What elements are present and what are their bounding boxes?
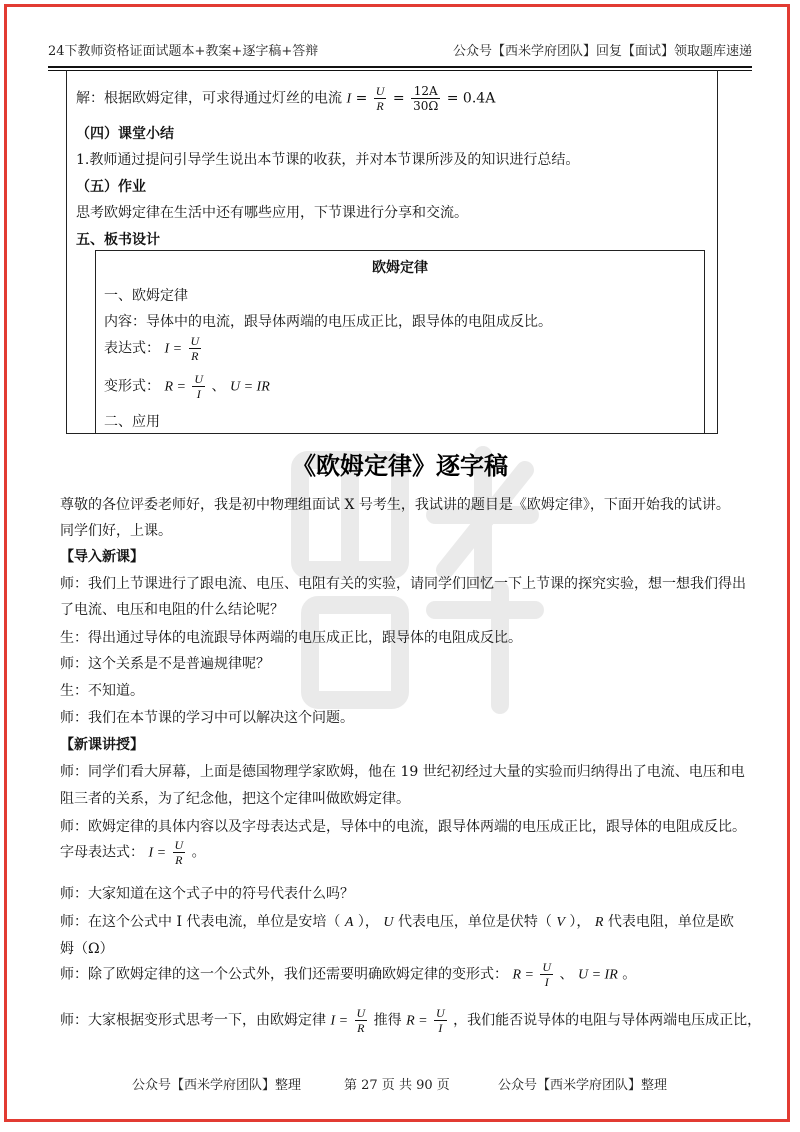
section-homework-title: （五）作业 (76, 179, 146, 195)
header-left: 24下教师资格证面试题本+教案+逐字稿+答辩 (48, 44, 319, 59)
script-p13: 师：除了欧姆定律的这一个公式外，我们还需要明确欧姆定律的变形式： R = $\frac{U}{I}$ 、 U = IR 。 (60, 960, 637, 989)
heading-new-lesson: 【新课讲授】 (60, 737, 144, 753)
header-rule (48, 66, 752, 68)
section-board-title: 五、板书设计 (76, 232, 160, 248)
script-p9: 师：欧姆定律的具体内容以及字母表达式是，导体中的电流，跟导体两端的电压成正比，跟导体的电阻成反比。 (60, 819, 746, 835)
solution-line: 解：根据欧姆定律，可求得通过灯丝的电流 I = $\frac{U}{R}$ = $\frac{12A}{30\Omega}$ = 0.4A (76, 84, 496, 113)
script-p12-line2: 姆（Ω） (60, 941, 114, 957)
script-p14: 师：大家根据变形式思考一下，由欧姆定律 I = $\frac{U}{R}$ 推得 R = $\frac{U}{I}$ ，我们能否说导体的电阻与导体两端电压成正比， (60, 1006, 762, 1035)
script-p11: 师：大家知道在这个式子中的符号代表什么吗？ (60, 886, 354, 902)
script-p2: 同学们好，上课。 (60, 523, 172, 539)
script-p8b: 阻三者的关系，为了纪念他，把这个定律叫做欧姆定律。 (60, 791, 410, 807)
script-title: 《欧姆定律》逐字稿 (292, 452, 508, 480)
section-summary-title: （四）课堂小结 (76, 126, 174, 142)
script-p1: 尊敬的各位评委老师好，我是初中物理组面试 X 号考生，我试讲的题目是《欧姆定律》，下面开始我的试讲。 (60, 497, 730, 513)
board-title: 欧姆定律 (372, 260, 428, 276)
script-p5: 师：这个关系是不是普遍规律呢？ (60, 656, 270, 672)
board-item-1: 一、欧姆定律 (104, 288, 188, 304)
script-p12-line1: 师：在这个公式中 I 代表电流，单位是安培（ A ）， U 代表电压，单位是伏特（ V ）， R 代表电阻，单位是欧 (60, 914, 734, 930)
board-variant: 变形式： R = $\frac{U}{I}$ 、 U = IR (104, 372, 270, 401)
footer-right: 公众号【西米学府团队】整理 (498, 1078, 668, 1093)
footer-left: 公众号【西米学府团队】整理 (132, 1078, 302, 1093)
script-p10: 字母表达式： I = $\frac{U}{R}$ 。 (60, 838, 206, 867)
script-p8a: 师：同学们看大屏幕，上面是德国物理学家欧姆，他在 19 世纪初经过大量的实验而归纳得出了电流、电压和电 (60, 764, 745, 780)
script-p3b: 了电流、电压和电阻的什么结论呢？ (60, 602, 284, 618)
summary-text: 1.教师通过提问引导学生说出本节课的收获，并对本节课所涉及的知识进行总结。 (76, 152, 580, 168)
board-content: 内容：导体中的电流，跟导体两端的电压成正比，跟导体的电阻成反比。 (104, 314, 552, 330)
footer-page-number: 第 27 页 共 90 页 (344, 1078, 450, 1093)
script-p3a: 师：我们上节课进行了跟电流、电压、电阻有关的实验，请同学们回忆一下上节课的探究实验，想一想我们得出 (60, 576, 746, 592)
script-p7: 师：我们在本节课的学习中可以解决这个问题。 (60, 710, 354, 726)
board-item-2: 二、应用 (104, 414, 160, 430)
heading-intro: 【导入新课】 (60, 549, 144, 565)
script-p6: 生：不知道。 (60, 683, 144, 699)
board-expression: 表达式： I = $\frac{U}{R}$ (104, 334, 200, 363)
script-p4: 生：得出通过导体的电流跟导体两端的电压成正比，跟导体的电阻成反比。 (60, 630, 522, 646)
header-right: 公众号【西米学府团队】回复【面试】领取题库速递 (452, 44, 752, 59)
homework-text: 思考欧姆定律在生活中还有哪些应用，下节课进行分享和交流。 (76, 205, 468, 221)
